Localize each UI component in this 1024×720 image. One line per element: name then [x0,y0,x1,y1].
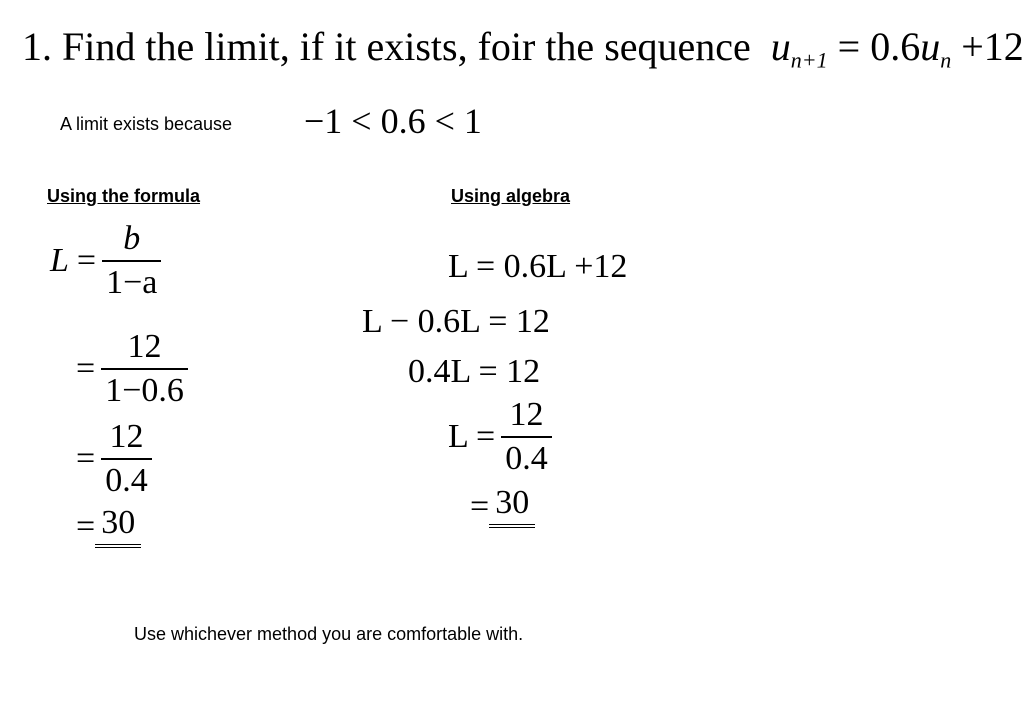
fraction-numerator: 12 [509,396,544,433]
eq-subscript-n-plus-1: n+1 [790,47,828,73]
eq-u-term: u [770,24,791,69]
algebra-fraction [501,398,552,476]
formula-result [76,506,141,548]
fraction-denominator: 1−0.6 [105,372,184,409]
formula-fraction-1 [102,222,161,300]
heading-using-algebra: Using algebra [451,186,571,206]
limit-reason-text: A limit exists because [60,114,233,134]
formula-step-2 [76,330,188,408]
equals-sign: = [76,440,96,477]
limit-inequality: −1 < 0.6 < 1 [304,101,482,141]
heading-using-formula: Using the formula [47,186,201,206]
formula-fraction-2 [101,330,188,408]
algebra-lhs: L = [448,418,496,455]
equals-sign: = [76,242,97,279]
formula-lhs: L [50,242,69,279]
sequence-equation [770,24,1024,73]
formula-result-value: 30 [95,506,141,548]
fraction-denominator: 0.4 [505,440,548,477]
formula-fraction-3 [101,420,152,498]
algebra-result-value: 30 [489,486,535,528]
fraction-numerator: b [123,220,141,257]
eq-subscript-n: n [940,47,952,73]
algebra-step-4 [448,398,552,476]
fraction-denominator: 0.4 [105,462,148,499]
eq-end: +12 [951,24,1024,69]
algebra-result [470,486,535,528]
algebra-step-3: 0.4L = 12 [408,353,541,390]
algebra-step-1: L = 0.6L +12 [448,248,628,285]
question-number: 1. [22,24,52,69]
algebra-step-2: L − 0.6L = 12 [362,303,550,340]
question-text: Find the limit, if it exists, foir the sequence [62,24,751,69]
question-title [22,22,1024,86]
equals-sign: = [76,508,96,545]
equals-sign: = [76,350,96,387]
fraction-numerator: 12 [109,418,144,455]
formula-step-3 [76,420,152,498]
eq-u-term-2: u [920,24,941,69]
formula-step-1 [50,222,161,300]
equals-sign: = [470,488,490,525]
footer-note: Use whichever method you are comfortable with. [134,624,524,644]
eq-middle: = 0.6 [827,24,921,69]
fraction-numerator: 12 [127,328,162,365]
fraction-denominator: 1−a [106,264,158,301]
